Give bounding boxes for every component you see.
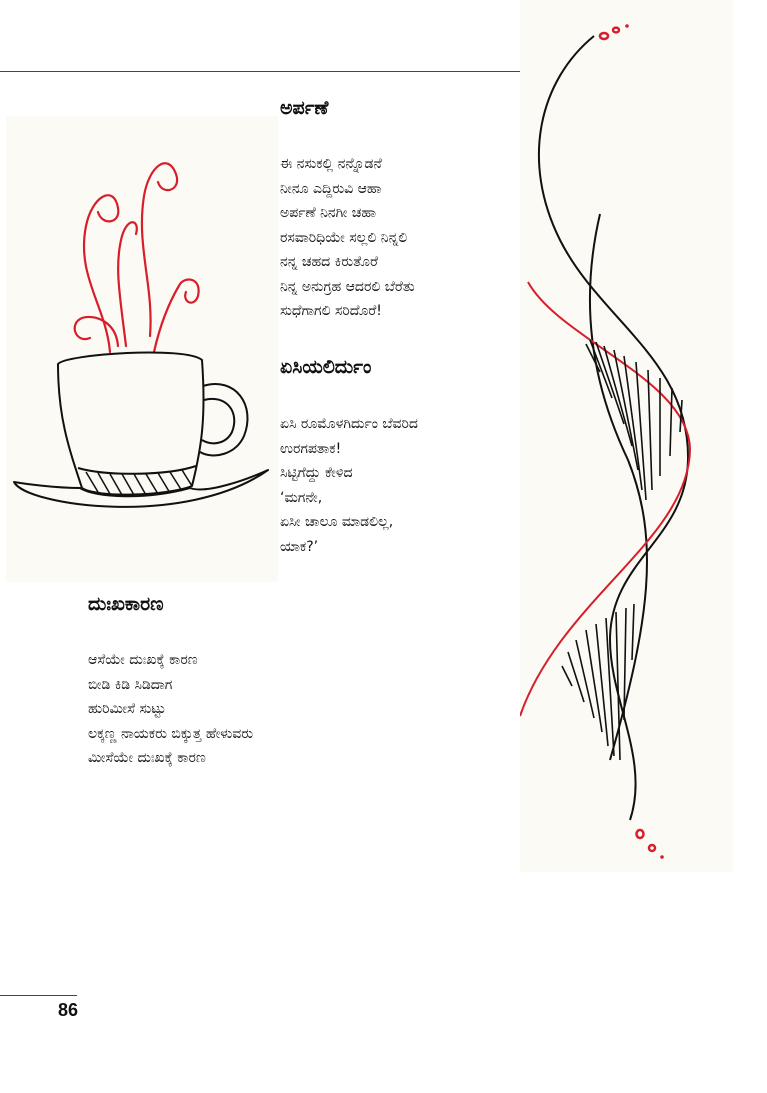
poem-body-dukhakarana [88,648,253,771]
poem-line: ನೀನೂ ಎದ್ದಿರುವಿ ಆಹಾ [280,180,382,197]
poem-title-aciyalirdum: ಏಸಿಯಲಿರ್ದುಂ [280,356,372,378]
poem-line: ಹುರಿಮೀಸೆ ಸುಟ್ಟು [88,701,166,717]
steam-swirls [75,163,199,352]
poem-line: ಏಸಿ ರೂಮೊಳಗಿರ್ದುಂ ಬೆವರಿದ [280,416,418,432]
top-divider [0,71,520,72]
tea-cup-drawing [6,116,278,582]
poem-line: ಏಸೀ ಚಾಲೂ ಮಾಡಲಿಲ್ಲ, [280,514,394,530]
footer-divider [0,995,77,996]
poem-line: ಅರ್ಪಣೆ ನಿನಗೀ ಚಹಾ [280,205,377,221]
poem-line: ಈ ನಸುಕಲ್ಲಿ ನನ್ನೊಡನೆ [280,156,382,172]
ribbon-lines [539,36,688,820]
decorative-side-panel [520,0,733,872]
poem-line: ನನ್ನ ಚಹದ ಕಿರುತೊರೆ [280,254,378,270]
poem-line: ನಿನ್ನ ಅನುಗ್ರಹ ಆದರಲಿ ಬೆರೆತು [280,278,415,295]
poem-line: ಆಸೆಯೇ ದುಃಖಕ್ಕೆ ಕಾರಣ [88,652,198,668]
red-dot-small-top [625,24,629,28]
poem-body-aciyalirdum [280,412,418,559]
poem-line: ಮೀಸೆಯೇ ದುಃಖಕ್ಕೆ ಕಾರಣ [88,750,206,766]
red-dot-small-bottom [660,855,664,859]
poem-line: ಲಕ್ಕಣ್ಣ ನಾಯಕರು ಬಿಕ್ಕುತ್ತ ಹೇಳುವರು [88,725,254,742]
poem-body-arpane [280,152,415,324]
poem-line: ಯಾಕ?’ [280,538,319,555]
poem-line: ಉರಗಪತಾಕ! [280,440,342,457]
page-number: 86 [58,1000,79,1020]
poem-line: ‘ಮಗನೇ, [280,489,323,506]
poem-line: ಬೀಡಿ ಕಿಡಿ ಸಿಡಿದಾಗ [88,676,173,693]
red-dots-bottom [637,830,656,851]
poem-title-dukhakarana: ದುಃಖಕಾರಣ [88,593,164,615]
poem-line: ರಸವಾರಿಧಿಯೇ ಸಲ್ಲಲಿ ನಿನ್ನಲಿ [280,229,408,246]
tea-cup-illustration [6,116,278,582]
cup-body [14,352,268,506]
ribbon-drawing [520,0,733,872]
poem-line: ಸಿಟ್ಟಿಗೆದ್ದು ಕೇಳಿದ [280,465,353,481]
poem-line: ಸುಧೆಗಾಗಲಿ ಸರಿದೊರೆ! [280,303,382,319]
red-dots-top [600,28,619,39]
poem-title-arpane: ಅರ್ಪಣೆ [280,97,329,119]
